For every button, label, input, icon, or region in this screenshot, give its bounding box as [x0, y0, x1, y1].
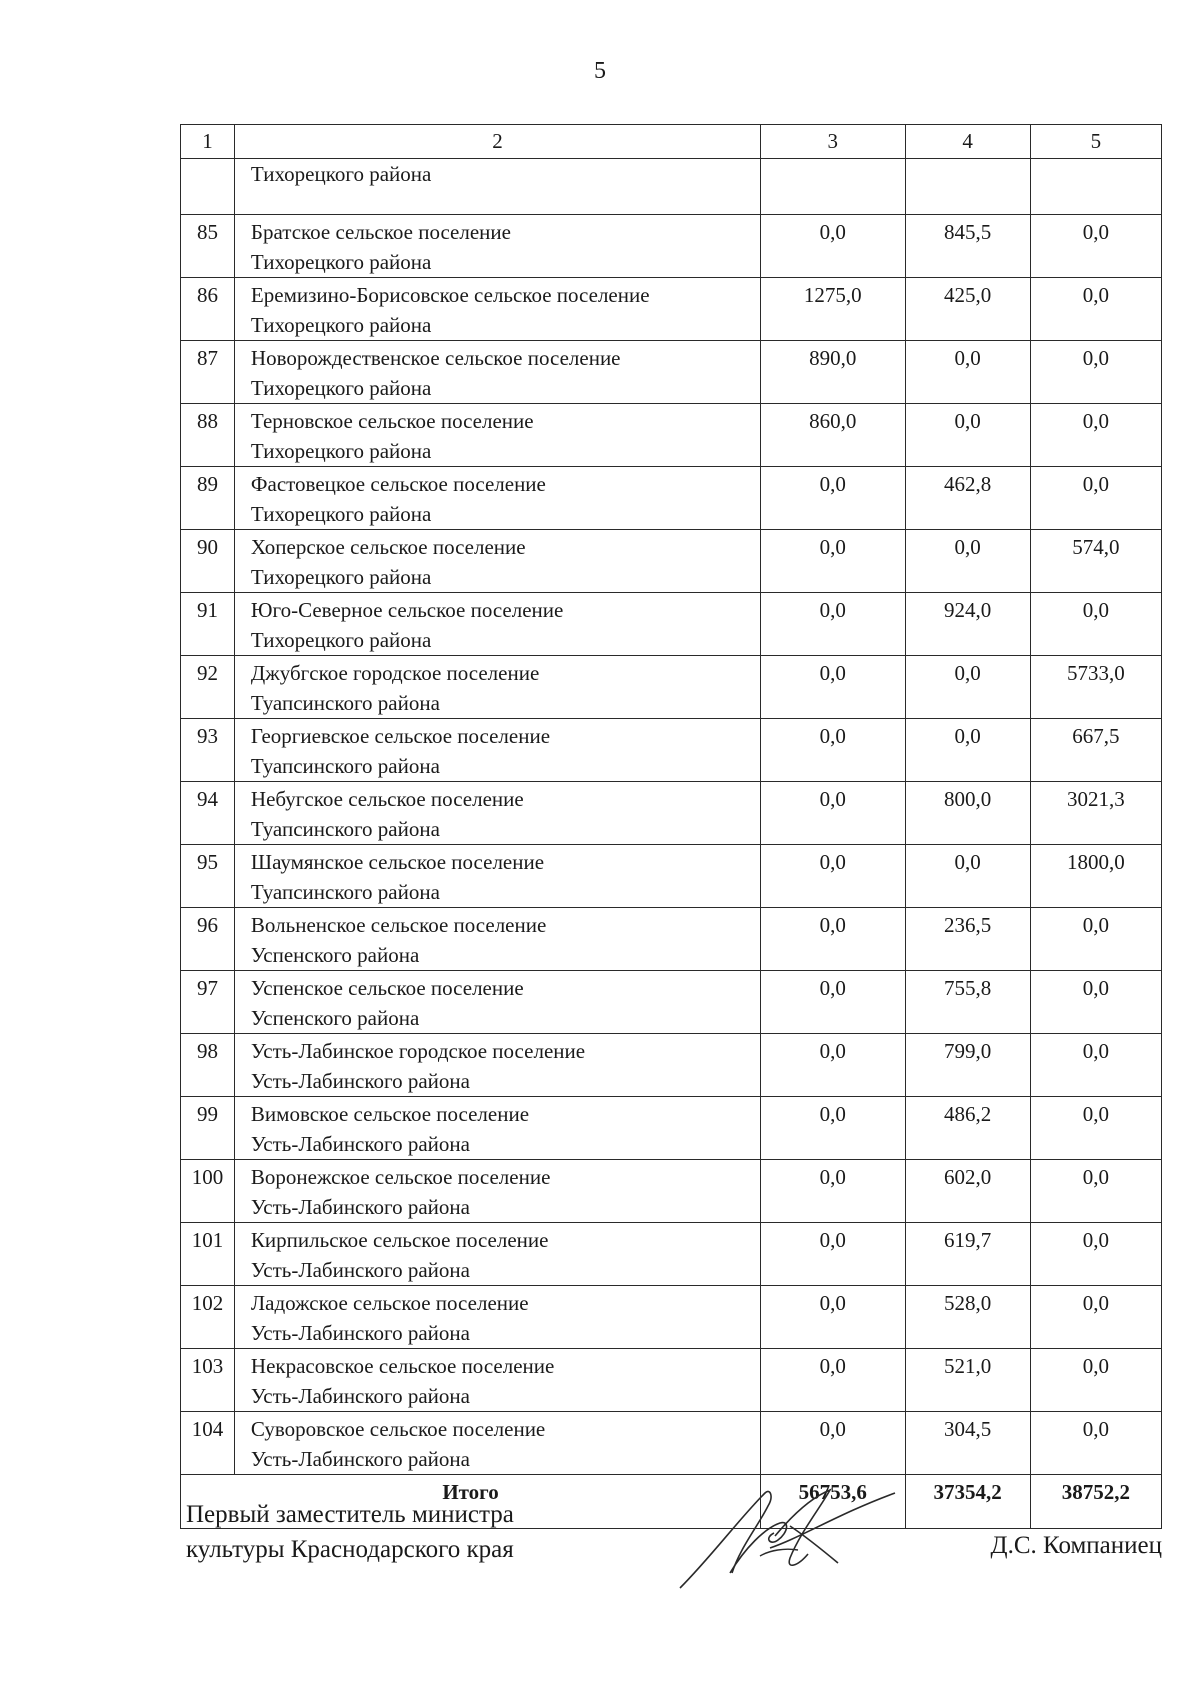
row-value-col4: 486,2 [905, 1097, 1030, 1160]
table-row [181, 278, 1162, 341]
row-value-col3: 0,0 [761, 782, 906, 845]
row-number-cell: 88 [181, 404, 235, 467]
row-name-cell [234, 719, 760, 782]
row-value-col3: 0,0 [761, 656, 906, 719]
row-number-cell: 99 [181, 1097, 235, 1160]
row-value-col4: 0,0 [905, 404, 1030, 467]
row-name-cell [234, 341, 760, 404]
position-line-1: Первый заместитель министра [186, 1501, 514, 1528]
settlement-name: Вимовское сельское поселение [250, 1102, 530, 1126]
row-number-cell: 101 [181, 1223, 235, 1286]
district-name: Успенского района [250, 1006, 420, 1030]
settlement-name: Успенское сельское поселение [250, 976, 524, 1000]
row-name-cell [234, 782, 760, 845]
row-number-cell: 103 [181, 1349, 235, 1412]
row-value-col3: 0,0 [761, 1223, 906, 1286]
table-row [181, 1223, 1162, 1286]
row-value-col4: 800,0 [905, 782, 1030, 845]
row-value-col5: 0,0 [1030, 215, 1161, 278]
settlement-name: Небугское сельское поселение [250, 787, 524, 811]
table-row [181, 908, 1162, 971]
row-value-col5: 0,0 [1030, 404, 1161, 467]
total-value-v3: 56753,6 [761, 1475, 906, 1529]
row-number-cell: 95 [181, 845, 235, 908]
district-name: Туапсинского района [250, 754, 440, 778]
continuation-number-cell [181, 159, 235, 215]
row-number-cell: 87 [181, 341, 235, 404]
row-number-cell: 91 [181, 593, 235, 656]
row-value-col3: 1275,0 [761, 278, 906, 341]
row-name-cell [234, 467, 760, 530]
settlement-name: Шаумянское сельское поселение [250, 850, 545, 874]
row-name-cell [234, 530, 760, 593]
row-value-col5: 5733,0 [1030, 656, 1161, 719]
settlement-name: Вольненское сельское поселение [250, 913, 547, 937]
settlement-name: Некрасовское сельское поселение [250, 1354, 555, 1378]
row-value-col4: 236,5 [905, 908, 1030, 971]
settlement-name: Ладожское сельское поселение [250, 1291, 529, 1315]
district-name: Туапсинского района [250, 691, 440, 715]
row-number-cell: 92 [181, 656, 235, 719]
settlement-name: Терновское сельское поселение [250, 409, 534, 433]
total-value-v5: 38752,2 [1030, 1475, 1161, 1529]
table-row [181, 1286, 1162, 1349]
row-name-cell [234, 1034, 760, 1097]
row-number-cell: 104 [181, 1412, 235, 1475]
row-value-col5: 0,0 [1030, 341, 1161, 404]
row-value-col5: 0,0 [1030, 908, 1161, 971]
header-cell-2: 2 [234, 125, 760, 159]
row-name-cell [234, 1349, 760, 1412]
district-name: Усть-Лабинского района [250, 1132, 470, 1156]
row-number-cell: 89 [181, 467, 235, 530]
district-name: Тихорецкого района [250, 565, 432, 589]
district-name: Туапсинского района [250, 817, 440, 841]
row-value-col3: 0,0 [761, 593, 906, 656]
row-value-col4: 619,7 [905, 1223, 1030, 1286]
table-body [181, 125, 1162, 1529]
row-value-col5: 0,0 [1030, 1097, 1161, 1160]
settlement-name: Фастовецкое сельское поселение [250, 472, 546, 496]
district-name: Усть-Лабинского района [250, 1321, 470, 1345]
row-value-col4: 528,0 [905, 1286, 1030, 1349]
row-name-cell [234, 1223, 760, 1286]
table-row [181, 215, 1162, 278]
row-name-cell [234, 278, 760, 341]
signatory-name: Д.С. Компаниец [990, 1532, 1162, 1559]
header-cell-1: 1 [181, 125, 235, 159]
row-value-col4: 304,5 [905, 1412, 1030, 1475]
row-number-cell: 93 [181, 719, 235, 782]
row-value-col3: 0,0 [761, 467, 906, 530]
row-value-col3: 0,0 [761, 1160, 906, 1223]
district-name: Туапсинского района [250, 880, 440, 904]
continuation-cell-3 [761, 159, 906, 215]
settlement-name: Еремизино-Борисовское сельское поселение [250, 283, 650, 307]
row-value-col5: 0,0 [1030, 278, 1161, 341]
settlement-name: Георгиевское сельское поселение [250, 724, 551, 748]
table-row [181, 467, 1162, 530]
district-name: Успенского района [250, 943, 420, 967]
total-label: Итого [181, 1475, 761, 1529]
row-name-cell [234, 593, 760, 656]
row-name-cell [234, 1412, 760, 1475]
row-number-cell: 102 [181, 1286, 235, 1349]
settlement-name: Юго-Северное сельское поселение [250, 598, 564, 622]
row-value-col3: 890,0 [761, 341, 906, 404]
table-row [181, 593, 1162, 656]
row-value-col3: 0,0 [761, 530, 906, 593]
district-name: Тихорецкого района [250, 313, 432, 337]
row-value-col5: 574,0 [1030, 530, 1161, 593]
row-name-cell [234, 1160, 760, 1223]
header-cell-4: 4 [905, 125, 1030, 159]
district-name: Тихорецкого района [250, 250, 432, 274]
continuation-cell-4 [905, 159, 1030, 215]
signatory-position [186, 1497, 514, 1567]
district-name: Тихорецкого района [250, 502, 432, 526]
row-value-col4: 0,0 [905, 341, 1030, 404]
row-value-col3: 0,0 [761, 215, 906, 278]
page-number: 5 [594, 58, 606, 84]
total-value-v4: 37354,2 [905, 1475, 1030, 1529]
table-row [181, 1034, 1162, 1097]
header-cell-5: 5 [1030, 125, 1161, 159]
row-value-col3: 0,0 [761, 719, 906, 782]
row-name-cell [234, 404, 760, 467]
row-value-col5: 0,0 [1030, 1160, 1161, 1223]
row-value-col3: 0,0 [761, 1097, 906, 1160]
district-name: Усть-Лабинского района [250, 1384, 470, 1408]
settlement-name: Хоперское сельское поселение [250, 535, 526, 559]
district-name: Тихорецкого района [250, 439, 432, 463]
row-value-col4: 0,0 [905, 530, 1030, 593]
row-number-cell: 96 [181, 908, 235, 971]
continuation-row [181, 159, 1162, 215]
row-value-col4: 924,0 [905, 593, 1030, 656]
settlement-name: Братское сельское поселение [250, 220, 511, 244]
continuation-cell-5 [1030, 159, 1161, 215]
row-value-col5: 0,0 [1030, 1034, 1161, 1097]
row-value-col4: 0,0 [905, 719, 1030, 782]
header-cell-3: 3 [761, 125, 906, 159]
district-name: Тихорецкого района [250, 628, 432, 652]
table-row [181, 1160, 1162, 1223]
settlement-name: Джубгское городское поселение [250, 661, 540, 685]
row-value-col3: 0,0 [761, 1412, 906, 1475]
table-row [181, 1349, 1162, 1412]
row-value-col4: 845,5 [905, 215, 1030, 278]
table-row [181, 1097, 1162, 1160]
row-name-cell [234, 215, 760, 278]
row-number-cell: 86 [181, 278, 235, 341]
row-value-col5: 0,0 [1030, 467, 1161, 530]
row-value-col4: 602,0 [905, 1160, 1030, 1223]
settlement-name: Воронежское сельское поселение [250, 1165, 551, 1189]
row-number-cell: 94 [181, 782, 235, 845]
row-number-cell: 90 [181, 530, 235, 593]
row-value-col3: 0,0 [761, 1034, 906, 1097]
table-row [181, 782, 1162, 845]
row-value-col5: 667,5 [1030, 719, 1161, 782]
table-row [181, 1412, 1162, 1475]
row-value-col3: 0,0 [761, 1286, 906, 1349]
row-value-col3: 0,0 [761, 1349, 906, 1412]
district-name: Усть-Лабинского района [250, 1258, 470, 1282]
row-value-col4: 521,0 [905, 1349, 1030, 1412]
signature-graphic [670, 1478, 900, 1593]
position-line-2: культуры Краснодарского края [186, 1536, 514, 1563]
row-value-col3: 0,0 [761, 908, 906, 971]
row-value-col5: 3021,3 [1030, 782, 1161, 845]
row-name-cell [234, 908, 760, 971]
district-name: Усть-Лабинского района [250, 1069, 470, 1093]
row-value-col5: 0,0 [1030, 971, 1161, 1034]
settlement-name: Суворовское сельское поселение [250, 1417, 546, 1441]
row-value-col5: 0,0 [1030, 1412, 1161, 1475]
table-header-row [181, 125, 1162, 159]
row-value-col5: 0,0 [1030, 1349, 1161, 1412]
row-name-cell [234, 845, 760, 908]
settlement-name: Новорождественское сельское поселение [250, 346, 621, 370]
row-value-col3: 0,0 [761, 845, 906, 908]
row-value-col4: 799,0 [905, 1034, 1030, 1097]
row-value-col5: 0,0 [1030, 1223, 1161, 1286]
allocation-table [180, 124, 1162, 1529]
row-name-cell [234, 656, 760, 719]
row-value-col4: 0,0 [905, 845, 1030, 908]
settlement-name: Кирпильское сельское поселение [250, 1228, 549, 1252]
row-name-cell [234, 971, 760, 1034]
row-number-cell: 100 [181, 1160, 235, 1223]
district-name: Усть-Лабинского района [250, 1447, 470, 1471]
row-value-col5: 1800,0 [1030, 845, 1161, 908]
table-row [181, 971, 1162, 1034]
row-value-col4: 755,8 [905, 971, 1030, 1034]
row-value-col3: 860,0 [761, 404, 906, 467]
row-value-col3: 0,0 [761, 971, 906, 1034]
table-row [181, 341, 1162, 404]
row-value-col4: 462,8 [905, 467, 1030, 530]
table-row [181, 404, 1162, 467]
row-number-cell: 98 [181, 1034, 235, 1097]
table-row [181, 719, 1162, 782]
table-row [181, 845, 1162, 908]
row-value-col5: 0,0 [1030, 1286, 1161, 1349]
district-name: Усть-Лабинского района [250, 1195, 470, 1219]
table-row [181, 656, 1162, 719]
handwritten-signature [670, 1478, 900, 1598]
row-number-cell: 97 [181, 971, 235, 1034]
row-name-cell [234, 1097, 760, 1160]
row-value-col4: 425,0 [905, 278, 1030, 341]
table-row [181, 530, 1162, 593]
row-number-cell: 85 [181, 215, 235, 278]
row-value-col5: 0,0 [1030, 593, 1161, 656]
row-name-cell [234, 1286, 760, 1349]
settlement-name: Усть-Лабинское городское поселение [250, 1039, 586, 1063]
continuation-name-cell: Тихорецкого района [234, 159, 760, 215]
row-value-col4: 0,0 [905, 656, 1030, 719]
district-name: Тихорецкого района [250, 376, 432, 400]
